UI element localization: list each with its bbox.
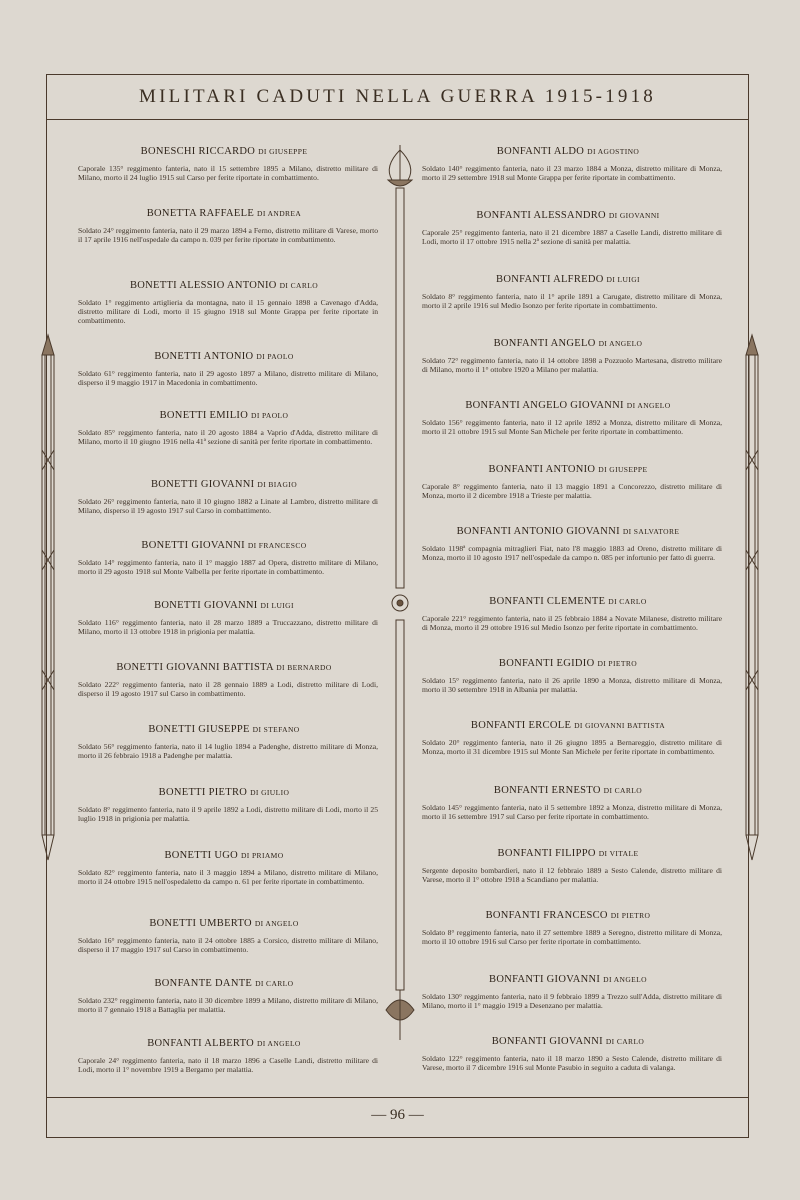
entry-text: Caporale 135° reggimento fanteria, nato il 15 settembre 1895 a Milano, distretto militare di Milano, morto il 24 luglio 1915 sul Carso per ferite riportate in combattimento. [78,164,378,183]
entry [414,1036,722,1072]
entry-text: Soldato 8° reggimento fanteria, nato il 9 aprile 1892 a Lodi, distretto militare di Lodi, morto il 25 luglio 1918 in prigionia per malattia. [78,805,378,824]
entry [414,910,722,946]
page-number: — 96 — [371,1107,424,1123]
entry-text: Soldato 145° reggimento fanteria, nato il 5 settembre 1892 a Monza, distretto militare di Monza, morto il 16 settembre 1917 sul Carso per ferite riportate in combattimento. [422,803,722,822]
left-fasces-ornament [28,330,68,870]
entry-name: BONETTI GIUSEPPE DI STEFANO [148,724,300,735]
entry [70,724,378,760]
entry [70,1038,378,1074]
entry [70,146,378,182]
entry-name: BONETTA RAFFAELE DI ANDREA [146,208,302,219]
entry-name: BONFANTI ERCOLE DI GIOVANNI BATTISTA [470,720,666,731]
entry-name: BONFANTI FILIPPO DI VITALE [497,848,639,859]
entry-name: BONETTI PIETRO DI GIULIO [158,787,290,798]
entry-text: Soldato 15° reggimento fanteria, nato il 26 aprile 1890 a Monza, distretto militare di Monza, morto il 30 settembre 1918 in Albania per malattia. [422,676,722,695]
entry-text: Soldato 61° reggimento fanteria, nato il 29 agosto 1897 a Milano, distretto militare di Milano, disperso il 9 maggio 1917 in Macedonia in combattimento. [78,369,378,388]
entry-name: BONETTI EMILIO DI PAOLO [159,410,289,421]
entry-name: BONFANTE DANTE DI CARLO [154,978,294,989]
entry-text: Soldato 1° reggimento artiglieria da montagna, nato il 15 gennaio 1898 a Cavenago d'Adda, distretto militare di Lodi, morto il 15 giugno 1918 sul Monte Grappa per ferite riportate in combattimento. [78,298,378,326]
entry [70,351,378,387]
entry-text: Soldato 8° reggimento fanteria, nato il 1° aprile 1891 a Carugate, distretto militare di Monza, morto il 2 aprile 1916 sul Medio Isonzo per ferite riportate in combattimento. [422,292,722,311]
entry-name: BONETTI GIOVANNI DI BIAGIO [150,479,298,490]
entry [414,464,722,500]
entry-name: BONETTI GIOVANNI BATTISTA DI BERNARDO [116,662,332,673]
entry [414,848,722,884]
right-fasces-ornament [732,330,772,870]
entry-name: BONFANTI GIOVANNI DI CARLO [491,1036,645,1047]
entry-text: Soldato 72° reggimento fanteria, nato il 14 ottobre 1898 a Pozzuolo Martesana, distretto militare di Milano, morto il 1° ottobre 1920 a Milano per malattia. [422,356,722,375]
entry-text: Soldato 85° reggimento fanteria, nato il 20 agosto 1884 a Vaprio d'Adda, distretto militare di Milano, morto il 10 giugno 1916 nella 41ª sezione di sanità per ferite riportate in combattimento. [78,428,378,447]
entry [70,662,378,698]
entry-name: BONETTI ANTONIO DI PAOLO [154,351,294,362]
entry-text: Soldato 130° reggimento fanteria, nato il 9 febbraio 1899 a Trezzo sull'Adda, distretto militare di Milano, morto il 1° maggio 1919 a Desenzano per malattia. [422,992,722,1011]
entry-name: BONETTI GIOVANNI DI LUIGI [154,600,294,611]
entry-text: Soldato 26° reggimento fanteria, nato il 10 giugno 1882 a Linate al Lambro, distretto militare di Milano, disperso il 19 agosto 1917 sul Carso in combattimento. [78,497,378,516]
entry [414,146,722,182]
entry-text: Soldato 14° reggimento fanteria, nato il 1° maggio 1887 ad Opera, distretto militare di Milano, morto il 29 agosto 1918 sul Monte Valbella per ferite riportate in combattimento. [78,558,378,577]
entry [414,596,722,632]
entry [70,208,378,244]
entry-name: BONETTI UGO DI PRIAMO [164,850,284,861]
entry [70,410,378,446]
entry-text: Soldato 20° reggimento fanteria, nato il 26 giugno 1895 a Bernareggio, distretto militare di Monza, morto il 31 dicembre 1915 sul Monte San Michele per ferite riportate in combattimento. [422,738,722,757]
entry-name: BONFANTI ERNESTO DI CARLO [493,785,643,796]
entry-text: Caporale 24° reggimento fanteria, nato il 18 marzo 1896 a Caselle Landi, distretto militare di Lodi, morto il 1° novembre 1919 a Bergamo per malattia. [78,1056,378,1075]
entry [70,978,378,1014]
entry-name: BONFANTI ALDO DI AGOSTINO [496,146,640,157]
entry-text: Soldato 82° reggimento fanteria, nato il 3 maggio 1894 a Milano, distretto militare di Milano, morto il 24 ottobre 1915 nell'ospedaletto da campo n. 61 per ferite riportate in combattimento. [78,868,378,887]
entry-name: BONFANTI CLEMENTE DI CARLO [489,596,647,607]
entry-text: Soldato 122° reggimento fanteria, nato il 18 marzo 1890 a Sesto Calende, distretto militare di Varese, morto il 7 dicembre 1916 sul Monte Pasubio in seguito a caduta di valanga. [422,1054,722,1073]
entry [70,280,378,326]
entry [70,918,378,954]
entry [414,338,722,374]
entry [414,720,722,756]
entry-text: Sergente deposito bombardieri, nato il 12 febbraio 1889 a Sesto Calende, distretto militare di Varese, morto il 1° ottobre 1918 a Scandiano per malattia. [422,866,722,885]
entry [414,274,722,310]
entry-name: BONFANTI FRANCESCO DI PIETRO [485,910,651,921]
entry [414,785,722,821]
entry-name: BONESCHI RICCARDO DI GIUSEPPE [140,146,308,157]
entry-text: Soldato 24° reggimento fanteria, nato il 29 marzo 1894 a Ferno, distretto militare di Varese, morto il 17 aprile 1916 nell'ospedale da campo n. 039 per ferite riportate in combattimento. [78,226,378,245]
entry-text: Caporale 25° reggimento fanteria, nato il 21 dicembre 1887 a Caselle Landi, distretto militare di Lodi, morto il 17 ottobre 1915 nella 2ª sezione di sanità per malattia. [422,228,722,247]
entry [70,787,378,823]
entry-name: BONFANTI ANTONIO GIOVANNI DI SALVATORE [456,526,680,537]
entry [414,658,722,694]
footer-rule [46,1097,749,1098]
entry [70,479,378,515]
entry-name: BONFANTI ANTONIO DI GIUSEPPE [488,464,648,475]
entry-name: BONFANTI ALBERTO DI ANGELO [147,1038,301,1049]
entry [70,850,378,886]
entry-name: BONFANTI ALESSANDRO DI GIOVANNI [476,210,660,221]
entry-text: Soldato 16° reggimento fanteria, nato il 24 ottobre 1885 a Corsico, distretto militare di Milano, disperso il 17 maggio 1917 sul Carso in combattimento. [78,936,378,955]
entry-text: Soldato 1198ª compagnia mitraglieri Fiat, nato l'8 maggio 1883 ad Oreno, distretto militare di Monza, morto il 10 agosto 1917 nell'ospedale da campo n. 085 per infortunio per fatto di guerra. [422,544,722,563]
entry-text: Soldato 222° reggimento fanteria, nato il 28 gennaio 1889 a Lodi, distretto militare di Lodi, disperso il 19 agosto 1917 sul Carso in combattimento. [78,680,378,699]
entry-text: Caporale 221° reggimento fanteria, nato il 25 febbraio 1884 a Novate Milanese, distretto militare di Monza, morto il 29 ottobre 1916 sul Medio Isonzo per ferite riportate in combattimento. [422,614,722,633]
entry [414,400,722,436]
entry [414,526,722,562]
entry-text: Soldato 232° reggimento fanteria, nato il 30 dicembre 1899 a Milano, distretto militare di Milano, morto il 7 gennaio 1918 a Battaglia per malattia. [78,996,378,1015]
entry-name: BONFANTI ALFREDO DI LUIGI [496,274,640,285]
entry-name: BONFANTI EGIDIO DI PIETRO [498,658,638,669]
page-title: MILITARI CADUTI NELLA GUERRA 1915-1918 [139,86,656,107]
entry-text: Soldato 56° reggimento fanteria, nato il 14 luglio 1894 a Padenghe, distretto militare di Monza, morto il 26 febbraio 1918 a Padenghe per malattia. [78,742,378,761]
entry-text: Caporale 8° reggimento fanteria, nato il 13 maggio 1891 a Concorezzo, distretto militare di Monza, morto il 2 dicembre 1918 a Trieste per malattia. [422,482,722,501]
entry [414,974,722,1010]
entry-name: BONETTI ALESSIO ANTONIO DI CARLO [129,280,319,291]
entry-text: Soldato 156° reggimento fanteria, nato il 12 aprile 1892 a Monza, distretto militare di Monza, morto il 21 ottobre 1915 sul Monte San Michele per ferite riportate in combattimento. [422,418,722,437]
entry [414,210,722,246]
entry-name: BONFANTI ANGELO GIOVANNI DI ANGELO [465,400,671,411]
entry-name: BONFANTI GIOVANNI DI ANGELO [489,974,647,985]
entry-name: BONFANTI ANGELO DI ANGELO [493,338,643,349]
entry [70,600,378,636]
entry-name: BONETTI UMBERTO DI ANGELO [149,918,299,929]
entry-text: Soldato 140° reggimento fanteria, nato il 23 marzo 1884 a Monza, distretto militare di Monza, morto il 29 settembre 1918 sul Monte Grappa per ferite riportate in combattimento. [422,164,722,183]
entry-text: Soldato 116° reggimento fanteria, nato il 28 marzo 1889 a Truccazzano, distretto militare di Milano, morto il 13 ottobre 1918 in prigionia per malattia. [78,618,378,637]
entry-name: BONETTI GIOVANNI DI FRANCESCO [141,540,307,551]
entry-text: Soldato 8° reggimento fanteria, nato il 27 settembre 1889 a Seregno, distretto militare di Monza, morto il 10 ottobre 1916 sul Carso per ferite riportate in combattimento. [422,928,722,947]
entry [70,540,378,576]
